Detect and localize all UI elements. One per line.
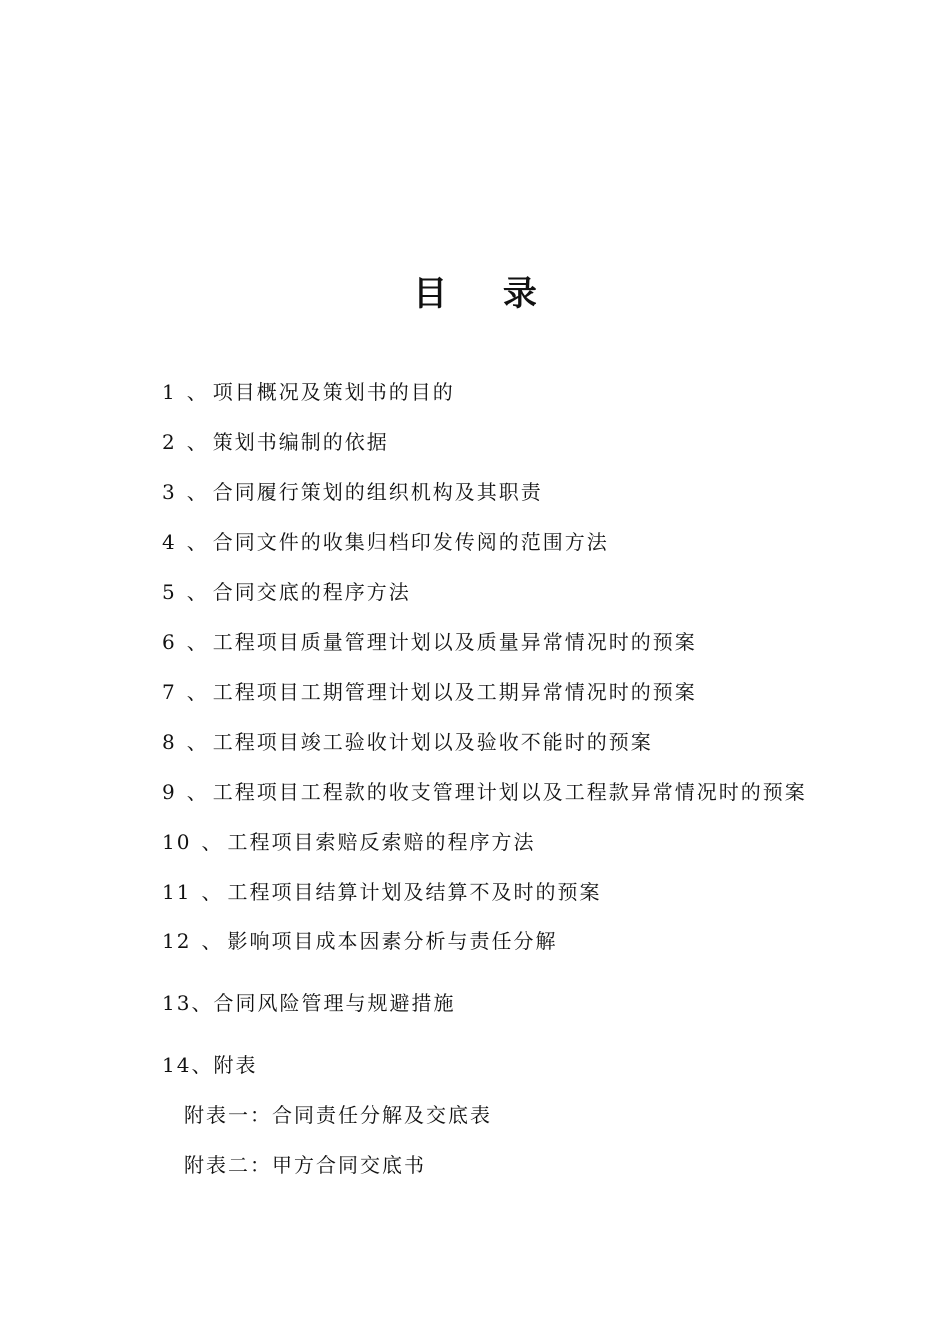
toc-item-13 (162, 983, 455, 1023)
toc-sub-item-label: 附表一：合同责任分解及交底表 (184, 1103, 492, 1127)
toc-item-9 (162, 772, 807, 812)
toc-sub-item-1 (162, 1095, 492, 1135)
toc-item-separator: 、 (191, 991, 214, 1015)
toc-item-label: 项目概况及策划书的目的 (212, 380, 455, 404)
toc-item-separator: 、 (191, 1053, 214, 1077)
toc-item-12 (162, 921, 557, 961)
toc-item-label: 工程项目竣工验收计划以及验收不能时的预案 (212, 730, 653, 754)
toc-item-number: 11 (162, 880, 192, 904)
toc-item-1 (162, 372, 455, 412)
toc-item-4 (162, 522, 609, 562)
page-title: 目 录 (413, 274, 559, 314)
toc-item-label: 工程项目工期管理计划以及工期异常情况时的预案 (212, 680, 697, 704)
toc-item-number: 2 (162, 430, 177, 454)
toc-item-separator: 、 (186, 380, 209, 404)
toc-item-separator: 、 (186, 480, 209, 504)
toc-sub-item-label: 附表二：甲方合同交底书 (184, 1153, 426, 1177)
toc-item-separator: 、 (186, 730, 209, 754)
toc-item-separator: 、 (186, 530, 209, 554)
toc-item-separator: 、 (186, 630, 209, 654)
toc-item-number: 3 (162, 480, 177, 504)
toc-item-separator: 、 (186, 680, 209, 704)
toc-item-number: 5 (162, 580, 177, 604)
toc-item-separator: 、 (201, 929, 224, 953)
toc-item-14 (162, 1045, 257, 1085)
toc-item-separator: 、 (186, 580, 209, 604)
toc-item-label: 工程项目工程款的收支管理计划以及工程款异常情况时的预案 (212, 780, 807, 804)
toc-item-number: 9 (162, 780, 177, 804)
toc-item-2 (162, 422, 389, 462)
toc-item-number: 8 (162, 730, 177, 754)
toc-item-10 (162, 822, 535, 862)
toc-item-3 (162, 472, 543, 512)
toc-item-label: 合同风险管理与规避措施 (213, 991, 456, 1015)
toc-item-label: 合同文件的收集归档印发传阅的范围方法 (212, 530, 609, 554)
toc-item-number: 12 (162, 929, 192, 953)
toc-item-separator: 、 (186, 780, 209, 804)
toc-item-label: 影响项目成本因素分析与责任分解 (227, 929, 558, 953)
toc-item-11 (162, 872, 601, 912)
toc-item-label: 附表 (213, 1053, 258, 1077)
toc-item-separator: 、 (186, 430, 209, 454)
toc-item-label: 合同履行策划的组织机构及其职责 (212, 480, 543, 504)
toc-item-8 (162, 722, 653, 762)
toc-item-label: 策划书编制的依据 (212, 430, 389, 454)
toc-item-separator: 、 (201, 880, 224, 904)
toc-item-number: 14 (162, 1053, 192, 1077)
toc-item-label: 工程项目结算计划及结算不及时的预案 (227, 880, 602, 904)
toc-item-label: 工程项目索赔反索赔的程序方法 (227, 830, 536, 854)
toc-item-number: 7 (162, 680, 177, 704)
toc-sub-item-2 (162, 1145, 426, 1185)
toc-item-6 (162, 622, 697, 662)
toc-item-number: 6 (162, 630, 177, 654)
toc-item-label: 合同交底的程序方法 (212, 580, 411, 604)
toc-item-number: 10 (162, 830, 192, 854)
toc-item-number: 13 (162, 991, 192, 1015)
toc-item-7 (162, 672, 697, 712)
toc-item-5 (162, 572, 411, 612)
toc-item-number: 1 (162, 380, 177, 404)
toc-item-number: 4 (162, 530, 177, 554)
toc-item-separator: 、 (201, 830, 224, 854)
toc-item-label: 工程项目质量管理计划以及质量异常情况时的预案 (212, 630, 697, 654)
